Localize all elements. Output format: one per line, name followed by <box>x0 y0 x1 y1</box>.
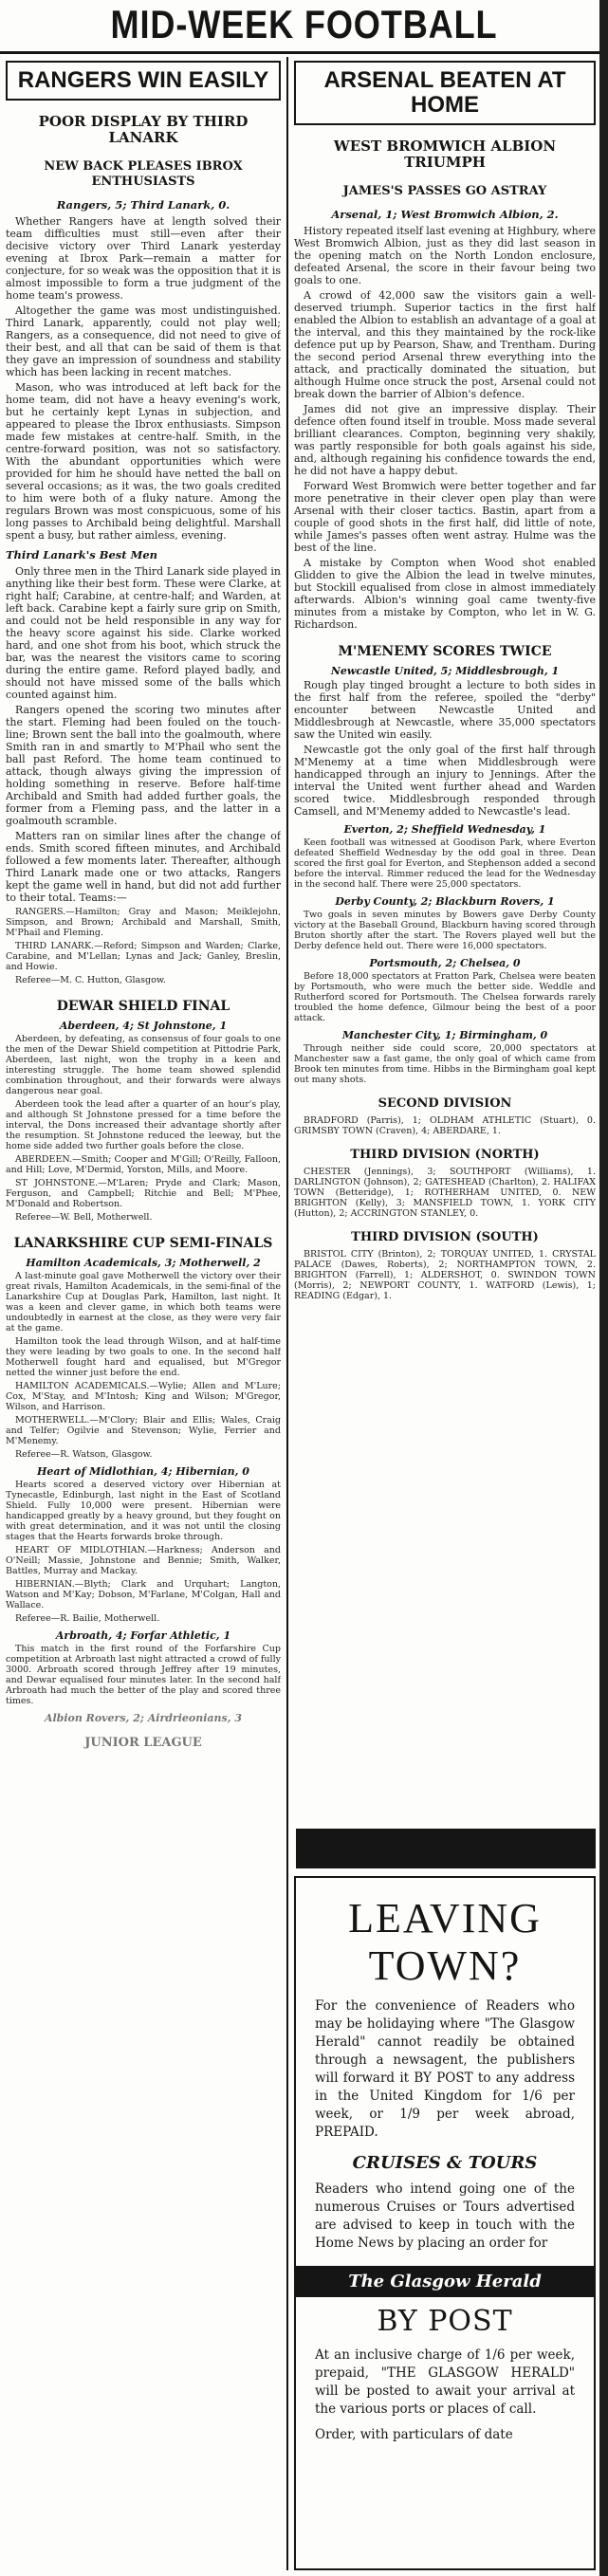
article-paragraph: Whether Rangers have at length solved their team difficulties must still—even after their decisive victory over Third Lanark yesterday evening at Ibrox Park—remain a matter for conjecture, for so weak was the opposition that it is almost impossible to form a true judgment of the home team's prowess. <box>6 215 281 302</box>
article-paragraph: Newcastle got the only goal of the first half through M'Menemy at a time when Middlesbrough were handicapped through an injury to Jennings. After the interval the United went further ahead and Warden scored twice. Middlesbrough responded through Camsell, and M'Menemy added to Newcastle's lead. <box>294 744 596 818</box>
article-paragraph: Matters ran on similar lines after the change of ends. Smith scored fifteen minutes, and Archibald followed a few moments later. Thereafter, although Third Lanark made one or two attacks, Rangers kept the game well in hand, but did not add further to their total. Teams:— <box>6 830 281 904</box>
results-list: BRISTOL CITY (Brinton), 2; TORQUAY UNITED, 1. CRYSTAL PALACE (Dawes, Roberts), 2; NORTHAMPTON TOWN, 2. BRIGHTON (Farrell), 1; ALDERSHOT, 0. SWINDON TOWN (Morris), 2; NEWPORT COUNTY, 1. WATFORD (Lewis), 1; READING (Edgar), 1. <box>294 1249 596 1301</box>
ad-body-3: At an inclusive charge of 1/6 per week, prepaid, "THE GLASGOW HERALD" will be posted to await your arrival at the various ports or places of call. <box>315 2347 575 2417</box>
right-headline-box <box>294 61 596 125</box>
article-paragraph: A last-minute goal gave Motherwell the victory over their great rivals, Hamilton Academicals, in the semi-final of the Lanarkshire Cup at Douglas Park, Hamilton, last night. It was a keen and clever game, in which both teams were undoubtedly in earnest at the close, as they were very fair at the game. <box>6 1271 281 1334</box>
ad-headline-2: TOWN? <box>368 1942 522 1989</box>
referee-line: Referee—M. C. Hutton, Glasgow. <box>15 975 166 985</box>
article-paragraph: Mason, who was introduced at left back for the home team, did not have a heavy evening's work, but he certainly kept Lynas in subjection, and appeared to please the Ibrox enthusiasts. Simpson made few mistakes at centre-half. Smith, in the centre-forward position, was not so satisfactory. With the abundant opportunities which were provided for him he should have netted the ball on several occasions; as it was, the two goals credited to him were both of a fluky nature. Among the regulars Brown was most conspicuous, some of his long passes to Archibald being delightful. Marshall spent a busy, but rather aimless, evening. <box>6 381 281 542</box>
article-paragraph: Two goals in seven minutes by Bowers gave Derby County victory at the Baseball Ground, Blackburn having scored through Bruton shortly after the start. The Rovers played well but the Derby defence held out. There were 16,000 spectators. <box>294 910 596 951</box>
left-subheading: Third Lanark's Best Men <box>6 548 158 561</box>
section-heading: LANARKSHIRE CUP SEMI-FINALS <box>13 1236 273 1251</box>
article-paragraph: This match in the first round of the Forfarshire Cup competition at Arbroath last night attracted a crowd of fully 3000. Arbroath scored through Jeffrey after 19 minutes, and Dewar equalised four minutes later. In the second half Arbroath had much the better of the play and scored three times. <box>6 1644 281 1706</box>
match-result: Heart of Midlothian, 4; Hibernian, 0 <box>37 1465 249 1478</box>
ad-headline-1: LEAVING <box>348 1895 542 1941</box>
match-result: Hamilton Academicals, 3; Motherwell, 2 <box>26 1257 261 1269</box>
page-banner: MID-WEEK FOOTBALL <box>110 2 498 46</box>
article-paragraph: Rough play tinged brought a lecture to both sides in the first half from the referee, spoiled the "derby" encounter between Newcastle United and Middlesbrough at Newcastle, where 35,000 spectators saw the United win easily. <box>294 679 596 741</box>
article-paragraph: Only three men in the Third Lanark side played in anything like their best form. These were Clarke, at right half; Carabine, at centre-half; and Warden, at left back. Carabine kept a fairly sure grip on Smith, and could not be held responsible in any way for the heavy score against his side. Clarke worked hard, and one shot from his boot, which struck the bar, was the nearest the visitors came to scoring during the entire game. Reford played badly, and should not have missed some of the balls which counted against him. <box>6 565 281 701</box>
match-result: Everton, 2; Sheffield Wednesday, 1 <box>343 823 546 836</box>
ad-body: For the convenience of Readers who may be holidaying where "The Glasgow Herald" cannot readily be obtained through a newsagent, the publishers will forward it BY POST to any address in the United Kingdom for 1/6 per week, or 1/9 per week abroad, PREPAID. <box>315 1998 575 2140</box>
team-line: HIBERNIAN.—Blyth; Clark and Urquhart; Langton, Watson and M'Kay; Dobson, M'Farlane, M'Colgan, Hall and Wallace. <box>6 1579 281 1610</box>
left-subhead: POOR DISPLAY BY THIRD LANARK <box>38 113 249 146</box>
match-result: Manchester City, 1; Birmingham, 0 <box>341 1029 548 1041</box>
article-paragraph: Aberdeen, by defeating, as consensus of four goals to one the men of the Dewar Shield competition at Pittodrie Park, Aberdeen, last night, won the trophy in a keen and interesting struggle. The home team showed splendid combination throughout, and their forwards were always dangerous near goal. <box>6 1034 281 1096</box>
team-line: ABERDEEN.—Smith; Cooper and M'Gill; O'Reilly, Falloon, and Hill; Love, M'Dermid, Yorston, Mills, and Moore. <box>6 1154 281 1175</box>
team-line: RANGERS.—Hamilton; Gray and Mason; Meiklejohn, Simpson, and Brown; Archibald and Marshall, Smith, M'Phail and Fleming. <box>6 907 281 938</box>
ad-body-2: Readers who intend going one of the numerous Cruises or Tours advertised are advised to keep in touch with the Home News by placing an order for <box>315 2181 575 2251</box>
section-heading: DEWAR SHIELD FINAL <box>56 999 230 1014</box>
right-deck: JAMES'S PASSES GO ASTRAY <box>342 184 547 198</box>
leaving-town-advert <box>294 1876 596 2570</box>
article-paragraph: Before 18,000 spectators at Fratton Park, Chelsea were beaten by Portsmouth, who were much the better side. Weddle and Rutherford scored for Portsmouth. The Chelsea forwards rarely troubled the home defence, Gilmour being the best of a poor attack. <box>294 971 596 1023</box>
article-paragraph: Hamilton took the lead through Wilson, and at half-time they were leading by two goals to one. In the second half Motherwell fought hard and equalised, but M'Gregor netted the winner just before the end. <box>6 1336 281 1378</box>
team-line: ST JOHNSTONE.—M'Laren; Pryde and Clark; Mason, Ferguson, and Campbell; Ritchie and Bell; M'Phee, M'Donald and Robertson. <box>6 1178 281 1209</box>
results-list: CHESTER (Jennings), 3; SOUTHPORT (Williams), 1. DARLINGTON (Johnson), 2; GATESHEAD (Charlton), 2. HALIFAX TOWN (Betteridge), 1; ROTHERHAM UNITED, 0. NEW BRIGHTON (Kelly), 3; MANSFIELD TOWN, 1. YORK CITY (Hutton), 2; ACCRINGTON STANLEY, 0. <box>294 1167 596 1219</box>
match-result: Aberdeen, 4; St Johnstone, 1 <box>59 1020 228 1032</box>
team-line: HAMILTON ACADEMICALS.—Wylie; Allen and M'Lure; Cox, M'Stay, and M'Intosh; King and Wilson; M'Gregor, Wilson, and Harrison. <box>6 1381 281 1412</box>
left-column <box>6 61 281 2570</box>
match-result: Portsmouth, 2; Chelsea, 0 <box>369 957 521 969</box>
left-score: Rangers, 5; Third Lanark, 0. <box>56 198 230 212</box>
section-heading: SECOND DIVISION <box>378 1096 512 1111</box>
ad-masthead: The Glasgow Herald <box>296 2266 594 2297</box>
article-paragraph: Keen football was witnessed at Goodison Park, where Everton defeated Sheffield Wednesday by the odd goal in three. Dean scored the first goal for Everton, and Stephenson added a second before the interval. Rimmer reduced the lead for the Wednesday in the second half. There were 25,000 spectators. <box>294 837 596 890</box>
article-paragraph: Forward West Bromwich were better together and far more penetrative in their clever open play than were Arsenal with their closer tactics. Bastin, apart from a couple of good shots in the first half, did little of note, while James's passes often went astray. Hulme was the best of the line. <box>294 480 596 554</box>
left-headline: RANGERS WIN EASILY <box>17 67 269 93</box>
article-paragraph: Altogether the game was most undistinguished. Third Lanark, apparently, could not play well; Rangers, as a consequence, did not need to give of their best, and all that can be said of them is that they gave an impression of soundness and stability which has been lacking in recent matches. <box>6 304 281 378</box>
left-headline-box <box>6 61 281 101</box>
section-heading: M'MENEMY SCORES TWICE <box>338 644 552 659</box>
match-result: Newcastle United, 5; Middlesbrough, 1 <box>330 665 560 677</box>
ad-body-4: Order, with particulars of date <box>315 2427 513 2442</box>
page-edge <box>599 0 608 2576</box>
top-rule <box>0 51 608 54</box>
article-paragraph: Aberdeen took the lead after a quarter of an hour's play, and although St Johnstone pressed for a time before the interval, the Dons increased their advantage shortly after the resumption. St Johnstone reduced the leeway, but the home side added two further goals before the close. <box>6 1099 281 1151</box>
right-headline: ARSENAL BEATEN AT HOME <box>323 67 566 118</box>
results-list: BRADFORD (Parris), 1; OLDHAM ATHLETIC (Stuart), 0. GRIMSBY TOWN (Craven), 4; ABERDARE, 1. <box>294 1115 596 1136</box>
article-paragraph: A mistake by Compton when Wood shot enabled Glidden to give the Albion the lead in twelve minutes, but Stockill equalised from close in almost immediately afterwards. Albion's winning goal came twenty-five minutes from a mistake by Compton, who let in W. G. Richardson. <box>294 557 596 631</box>
team-line: MOTHERWELL.—M'Clory; Blair and Ellis; Wales, Craig and Telfer; Ogilvie and Stevenson; Wylie, Ferrier and M'Menemy. <box>6 1415 281 1446</box>
article-paragraph: Hearts scored a deserved victory over Hibernian at Tynecastle, Edinburgh, last night in the East of Scotland Shield. Fully 10,000 were present. Hibernian were handicapped greatly by a heavy ground, but they fought on with great determination, and it was not until the closing stages that the Hearts forwards broke through. <box>6 1480 281 1542</box>
match-result: Derby County, 2; Blackburn Rovers, 1 <box>335 895 555 908</box>
article-paragraph: Rangers opened the scoring two minutes after the start. Fleming had been fouled on the touch-line; Brown sent the ball into the goalmouth, where Smith ran in and smartly to M'Phail who sent the ball past Reford. The home team continued to attack, though always giving the impression of holding something in reserve. Before half-time Archibald and Smith had added further goals, the former from a Fleming pass, and the latter in a goalmouth scramble. <box>6 704 281 827</box>
referee-line: Referee—R. Bailie, Motherwell. <box>15 1613 160 1624</box>
right-score: Arsenal, 1; West Bromwich Albion, 2. <box>331 208 559 221</box>
article-paragraph: History repeated itself last evening at Highbury, where West Bromwich Albion, just as they did last season in the opening match on the North London enclosure, defeated Arsenal, the score in their favour being two goals to one. <box>294 225 596 286</box>
left-deck: NEW BACK PLEASES IBROX ENTHUSIASTS <box>44 159 243 189</box>
match-result-faded: Albion Rovers, 2; Airdrieonians, 3 <box>44 1712 243 1724</box>
black-bar <box>296 1829 596 1868</box>
ad-by-post: BY POST <box>377 2305 513 2338</box>
article-paragraph: James did not give an impressive display. Their defence often found itself in trouble. Moss made several brilliant clearances. Compton, beginning very shakily, was partly responsible for both goals against his side, and, although regaining his confidence towards the end, he did not have a happy debut. <box>294 403 596 477</box>
team-line: THIRD LANARK.—Reford; Simpson and Warden; Clarke, Carabine, and M'Lellan; Lynas and Jack; Ganley, Breslin, and Howie. <box>6 941 281 972</box>
section-heading-faded: JUNIOR LEAGUE <box>84 1736 202 1750</box>
article-paragraph: A crowd of 42,000 saw the visitors gain a well-deserved triumph. Superior tactics in the first half enabled the Albion to establish an advantage of a goal at the interval, and this they maintained by the rock-like defence put up by Pearson, Shaw, and Trentham. During the second period Arsenal threw everything into the attack, and practically dominated the situation, but although Hulme once struck the post, Arsenal could not break down the barrier of Albion's defence. <box>294 289 596 400</box>
article-paragraph: Through neither side could score, 20,000 spectators at Manchester saw a fast game, the only goal of which came from Brook ten minutes from time. Hibbs in the Birmingham goal kept out many shots. <box>294 1043 596 1085</box>
column-divider <box>286 57 288 2570</box>
team-line: HEART OF MIDLOTHIAN.—Harkness; Anderson and O'Neill; Massie, Johnstone and Bennie; Smith, Walker, Battles, Murray and Mackay. <box>6 1545 281 1576</box>
match-result: Arbroath, 4; Forfar Athletic, 1 <box>55 1629 231 1642</box>
ad-subheading: CRUISES & TOURS <box>352 2153 538 2173</box>
section-heading: THIRD DIVISION (SOUTH) <box>351 1230 539 1244</box>
referee-line: Referee—W. Bell, Motherwell. <box>15 1212 153 1223</box>
right-subhead: WEST BROMWICH ALBION TRIUMPH <box>333 138 557 171</box>
referee-line: Referee—R. Watson, Glasgow. <box>15 1449 153 1460</box>
section-heading: THIRD DIVISION (NORTH) <box>350 1148 540 1162</box>
